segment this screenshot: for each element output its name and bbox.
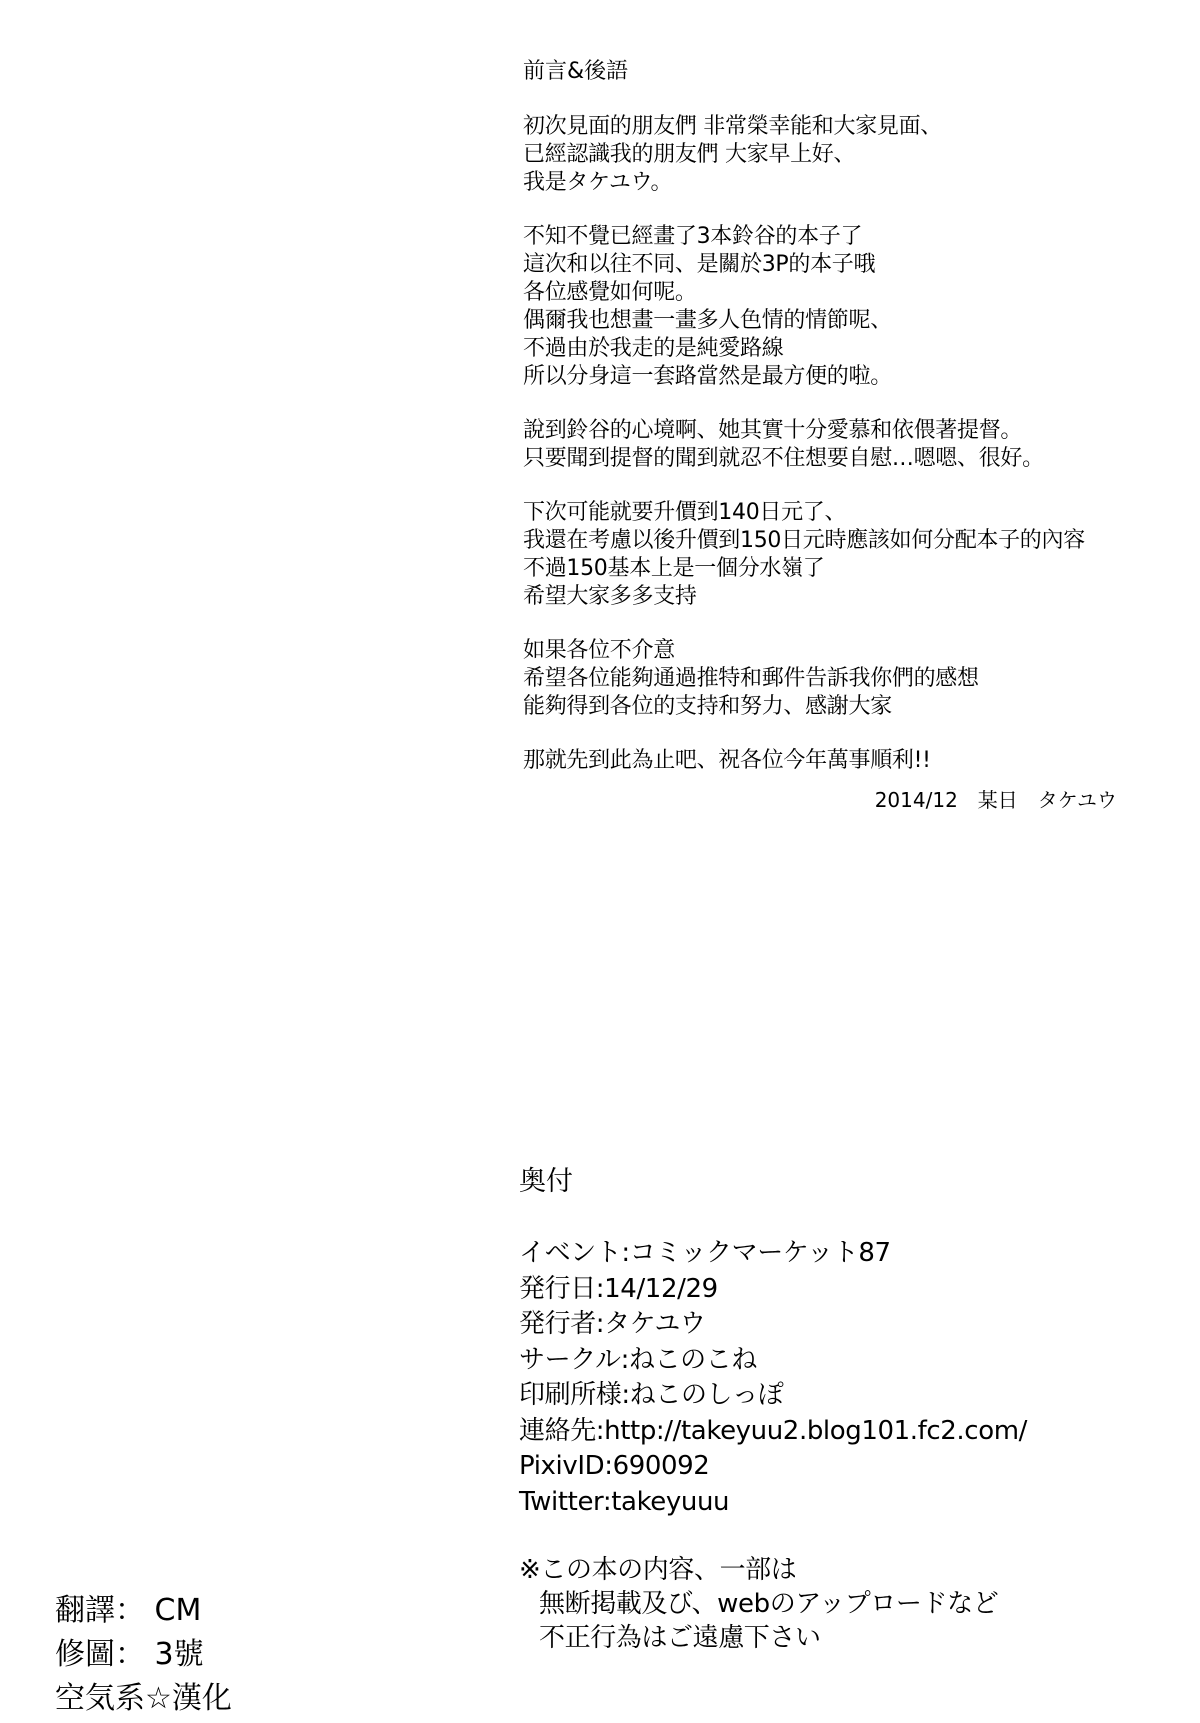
- colophon-publish-date: 発行日:14/12/29: [519, 1273, 718, 1304]
- credit-group: 空気系☆漢化: [55, 1681, 232, 1716]
- afterword-line: 所以分身這一套路當然是最方便的啦。: [523, 364, 892, 389]
- afterword-paragraph: [523, 637, 1143, 721]
- notice-line: 不正行為はご遠慮下さい: [539, 1623, 821, 1653]
- afterword-line: 希望各位能夠通過推特和郵件告訴我你們的感想: [523, 666, 979, 691]
- colophon-event: イベント:コミックマーケット87: [519, 1238, 891, 1268]
- colophon-section: [519, 1166, 1159, 1520]
- afterword-line: 說到鈴谷的心境啊、她其實十分愛慕和依偎著提督。: [523, 418, 1023, 443]
- afterword-line: 如果各位不介意: [523, 638, 675, 663]
- afterword-line: 各位感覺如何呢。: [523, 280, 697, 305]
- colophon-title: 奥付: [519, 1166, 573, 1197]
- afterword-line: 不過由於我走的是純愛路線: [523, 336, 784, 361]
- afterword-title: 前言&後語: [523, 59, 629, 84]
- afterword-line: 這次和以往不同、是關於3P的本子哦: [523, 252, 876, 277]
- notice-line: 無断掲載及び、webのアップロードなど: [539, 1589, 999, 1619]
- afterword-section: [523, 58, 1143, 801]
- afterword-signature: 2014/12 某日 タケユウ: [874, 788, 1117, 812]
- afterword-line: 不知不覺已經畫了3本鈴谷的本子了: [523, 224, 863, 249]
- colophon-printer: 印刷所様:ねこのしっぽ: [519, 1380, 784, 1410]
- afterword-line: 已經認識我的朋友們 大家早上好、: [523, 142, 856, 167]
- afterword-line: 不過150基本上是一個分水嶺了: [523, 556, 825, 581]
- afterword-paragraph: [523, 113, 1143, 197]
- afterword-line: 希望大家多多支持: [523, 584, 697, 609]
- colophon-circle: サークル:ねこのこね: [519, 1344, 757, 1375]
- translation-credits: [55, 1589, 355, 1721]
- afterword-line: 只要聞到提督的聞到就忍不住想要自慰…嗯嗯、很好。: [523, 446, 1044, 471]
- afterword-paragraph: [523, 417, 1143, 473]
- credit-translator: 翻譯： CM: [55, 1593, 202, 1628]
- afterword-line: 初次見面的朋友們 非常榮幸能和大家見面、: [523, 114, 942, 139]
- colophon-pixiv-id: PixivID:690092: [519, 1451, 710, 1481]
- afterword-line: 我是タケユウ。: [523, 170, 673, 195]
- afterword-paragraph: [523, 747, 1143, 775]
- afterword-line: 我還在考慮以後升價到150日元時應該如何分配本子的內容: [523, 528, 1085, 553]
- afterword-line: 下次可能就要升價到140日元了、: [523, 500, 847, 525]
- credit-editor: 修圖： 3號: [55, 1637, 204, 1672]
- afterword-line: 偶爾我也想畫一畫多人色情的情節呢、: [523, 308, 892, 333]
- afterword-line: 那就先到此為止吧、祝各位今年萬事順利!!: [523, 748, 931, 773]
- afterword-paragraph: [523, 499, 1143, 611]
- copyright-notice: [519, 1553, 1179, 1655]
- notice-line: ※この本の内容、一部は: [519, 1555, 797, 1585]
- afterword-line: 能夠得到各位的支持和努力、感謝大家: [523, 694, 892, 719]
- colophon-twitter: Twitter:takeyuuu: [519, 1486, 730, 1517]
- afterword-paragraph: [523, 223, 1143, 391]
- colophon-publisher: 発行者:タケユウ: [519, 1309, 706, 1339]
- colophon-contact: 連絡先:http://takeyuu2.blog101.fc2.com/: [519, 1415, 1027, 1446]
